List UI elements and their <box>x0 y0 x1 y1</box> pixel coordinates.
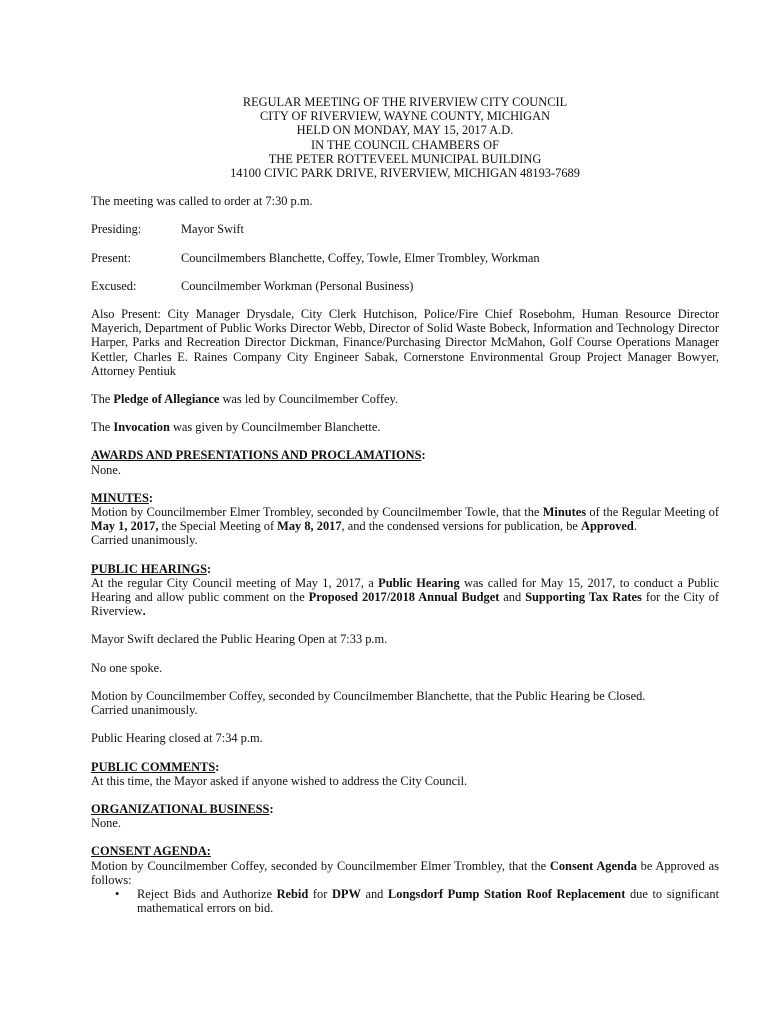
hearing-close-motion-block <box>91 689 719 717</box>
bold-run: Invocation <box>113 420 170 435</box>
header-line: THE PETER ROTTEVEEL MUNICIPAL BUILDING <box>268 151 542 166</box>
list-item <box>115 886 720 916</box>
organizational-text: None. <box>91 816 121 831</box>
heading-colon: : <box>215 759 220 774</box>
present-row <box>91 251 719 265</box>
bold-run: Approved <box>581 519 634 534</box>
call-to-order: The meeting was called to order at 7:30 p.m. <box>91 194 313 209</box>
bold-run: May 1, 2017, <box>91 519 159 534</box>
section-heading-row <box>91 760 719 774</box>
heading-colon: : <box>207 561 212 576</box>
text-run: for the City of Riverview <box>91 590 719 619</box>
text-run: , and the condensed versions for publication, be <box>341 519 582 534</box>
hearing-carried: Carried unanimously. <box>91 703 198 718</box>
hearing-close-motion: Motion by Councilmember Coffey, seconded by Councilmember Blanchette, that the Public Hearing be Closed. <box>91 688 646 703</box>
text-run: Motion by Councilmember Coffey, seconded by Councilmember Elmer Trombley, that the <box>91 858 550 873</box>
header-line: REGULAR MEETING OF THE RIVERVIEW CITY COUNCIL <box>242 95 568 109</box>
section-heading-row <box>91 448 719 462</box>
bold-run: Public Hearing <box>378 575 460 590</box>
public-comments-text: At this time, the Mayor asked if anyone wished to address the City Council. <box>91 773 468 788</box>
awards-text: None. <box>91 462 121 477</box>
consent-motion <box>91 859 719 887</box>
text-run: The <box>91 392 114 407</box>
bold-run: Consent Agenda <box>549 858 637 873</box>
text-run: The <box>91 420 114 435</box>
text-run: was called for May 15, 2017, to conduct a Public Hearing and allow public comment on the <box>91 575 719 605</box>
pledge-paragraph <box>91 392 719 406</box>
bold-run: May 8, 2017 <box>277 519 342 534</box>
presiding-value: Mayor Swift <box>181 222 244 237</box>
awards-section <box>91 448 719 476</box>
heading-colon: : <box>148 490 153 505</box>
presiding-row <box>91 222 719 236</box>
hearing-no-one-spoke: No one spoke. <box>91 660 163 675</box>
text-run: the Special Meeting of <box>158 519 278 534</box>
organizational-heading: ORGANIZATIONAL BUSINESS <box>91 801 270 816</box>
text-run: Reject Bids and Authorize <box>137 886 277 901</box>
public-comments-section <box>91 760 719 788</box>
heading-colon: : <box>421 448 426 463</box>
bold-run: Rebid <box>276 886 309 901</box>
present-label: Present: <box>91 250 131 265</box>
text-run: Motion by Councilmember Elmer Trombley, seconded by Councilmember Towle, that the <box>91 505 543 520</box>
header-line: IN THE COUNCIL CHAMBERS OF <box>311 137 499 152</box>
text-run: due to significant mathematical errors on bid. <box>137 886 720 916</box>
consent-agenda-section <box>91 844 719 915</box>
text-run: was led by Councilmember Coffey. <box>219 392 398 407</box>
invocation-paragraph <box>91 420 719 434</box>
header-line: HELD ON MONDAY, MAY 15, 2017 A.D. <box>296 123 514 138</box>
text-run: At the regular City Council meeting of May 1, 2017, a <box>91 575 379 590</box>
consent-items-list <box>91 887 719 915</box>
minutes-section <box>91 491 719 548</box>
excused-label: Excused: <box>91 278 137 293</box>
bullet-icon: • <box>115 886 120 901</box>
consent-agenda-heading: CONSENT AGENDA: <box>91 844 211 859</box>
section-heading-row <box>91 562 719 576</box>
awards-heading: AWARDS AND PRESENTATIONS AND PROCLAMATIONS <box>91 448 422 463</box>
organizational-section <box>91 802 719 830</box>
public-comments-heading: PUBLIC COMMENTS <box>91 759 216 774</box>
minutes-heading: MINUTES <box>91 490 149 505</box>
minutes-carried: Carried unanimously. <box>91 533 198 548</box>
also-present: Also Present: City Manager Drysdale, City Clerk Hutchison, Police/Fire Chief Rosebohm, Human Resource Director Mayerich, Department of Public Works Director Webb, Director of Solid Waste Bobeck, Information and Technology Director Harper, Parks and Recreation Director Dickman, Finance/Purchasing Director McMahon, Golf Course Operations Manager Kettler, Charles E. Raines Company City Engineer Sabak, Cornerstone Environmental Group Project Manager Bowyer, Attorney Pentiuk <box>91 307 719 378</box>
text-run: . <box>633 519 637 534</box>
hearing-declared: Mayor Swift declared the Public Hearing Open at 7:33 p.m. <box>91 632 388 647</box>
text-run: of the Regular Meeting of <box>586 505 719 520</box>
bold-run: Supporting Tax Rates <box>525 590 642 605</box>
text-run: and <box>499 590 526 605</box>
header-line: 14100 CIVIC PARK DRIVE, RIVERVIEW, MICHIGAN 48193-7689 <box>230 166 580 181</box>
present-value: Councilmembers Blanchette, Coffey, Towle, Elmer Trombley, Workman <box>181 250 540 265</box>
bold-run: DPW <box>331 886 361 901</box>
text-run: and <box>360 886 388 901</box>
excused-value: Councilmember Workman (Personal Business) <box>181 278 414 293</box>
text-run: was given by Councilmember Blanchette. <box>169 420 381 435</box>
document-page <box>91 95 719 915</box>
document-header <box>91 95 719 180</box>
bold-run: Pledge of Allegiance <box>113 392 220 407</box>
excused-row <box>91 279 719 293</box>
text-run: be Approved as follows: <box>91 858 719 887</box>
section-heading-row <box>91 491 719 505</box>
bold-run: Proposed 2017/2018 Annual Budget <box>308 590 500 605</box>
public-hearings-heading: PUBLIC HEARINGS <box>91 561 208 576</box>
bold-run: Minutes <box>542 505 587 520</box>
heading-colon: : <box>269 801 274 816</box>
public-hearing-intro <box>91 576 719 619</box>
header-line: CITY OF RIVERVIEW, WAYNE COUNTY, MICHIGAN <box>259 109 551 124</box>
section-heading-row <box>91 802 719 816</box>
hearing-closed: Public Hearing closed at 7:34 p.m. <box>91 731 263 746</box>
bold-run: . <box>142 604 146 619</box>
minutes-motion <box>91 505 719 533</box>
presiding-label: Presiding: <box>91 222 142 237</box>
public-hearings-section <box>91 562 719 619</box>
text-run: for <box>308 886 332 901</box>
bold-run: Longsdorf Pump Station Roof Replacement <box>387 886 626 901</box>
